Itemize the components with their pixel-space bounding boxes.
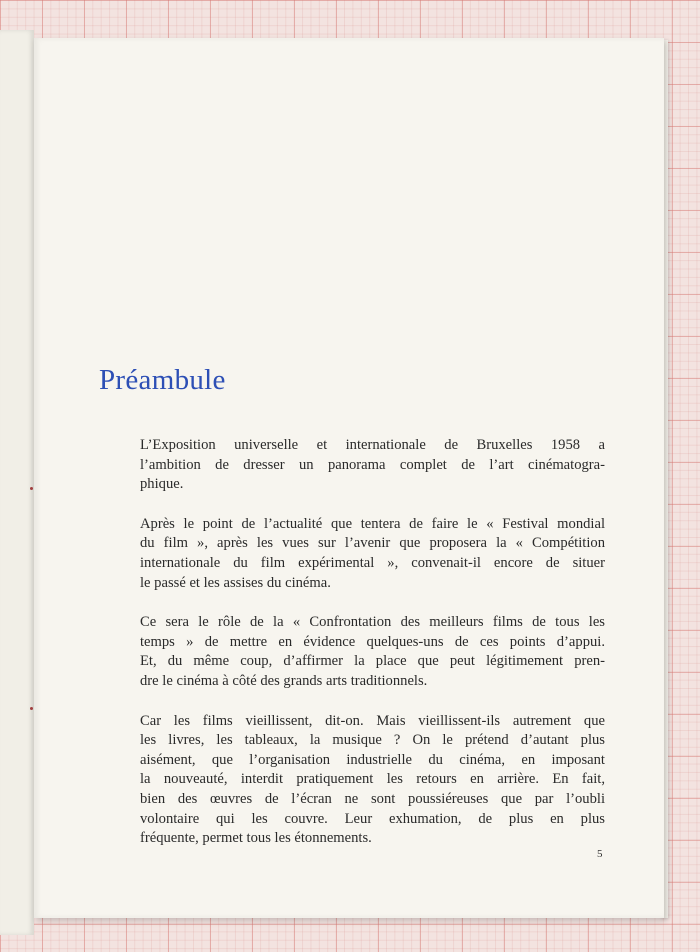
text-line: dre le cinéma à côté des grands arts traditionnels. (140, 672, 428, 689)
text-line: l’ambition de dresser un panorama complet de l’art cinématogra- (140, 456, 605, 473)
text-line: temps » de mettre en évidence quelques-uns de ces points d’appui. (140, 633, 605, 650)
text-line: aisément, que l’organisation industrielle du cinéma, en imposant (140, 751, 605, 768)
text-line: du film », après les vues sur l’avenir que proposera la « Compétition (140, 535, 605, 552)
text-line: bien des œuvres de l’écran ne sont poussiéreuses que par l’oubli (140, 790, 605, 807)
text-line: Car les films vieillissent, dit-on. Mais vieillissent-ils autrement que (140, 712, 605, 729)
paragraph-4 (140, 712, 605, 849)
facing-page (0, 30, 34, 935)
text-line: le passé et les assises du cinéma. (140, 574, 331, 591)
binding-hole (30, 707, 33, 710)
text-line: phique. (140, 476, 184, 493)
paragraph-1 (140, 436, 605, 495)
text-line: Ce sera le rôle de la « Confrontation des meilleurs films de tous les (140, 614, 605, 631)
text-line: L’Exposition universelle et internationale de Bruxelles 1958 a (140, 437, 605, 453)
binding-hole (30, 487, 33, 490)
page-title: Préambule (99, 364, 226, 396)
text-line: internationale du film expérimental », convenait-il encore de situer (140, 554, 605, 571)
page-number: 5 (597, 848, 603, 860)
paragraph-3 (140, 613, 605, 691)
text-line: Et, du même coup, d’affirmer la place que peut légitimement pren- (140, 653, 605, 670)
paragraph-2 (140, 515, 605, 593)
text-line: Après le point de l’actualité que tentera de faire le « Festival mondial (140, 515, 605, 532)
text-line: volontaire qui les couvre. Leur exhumation, de plus en plus (140, 810, 605, 827)
text-line: les livres, les tableaux, la musique ? On le prétend d’autant plus (140, 732, 605, 749)
body-text (140, 436, 605, 869)
text-line: la nouveauté, interdit pratiquement les retours en arrière. En fait, (140, 771, 605, 788)
text-line: fréquente, permet tous les étonnements. (140, 830, 372, 847)
